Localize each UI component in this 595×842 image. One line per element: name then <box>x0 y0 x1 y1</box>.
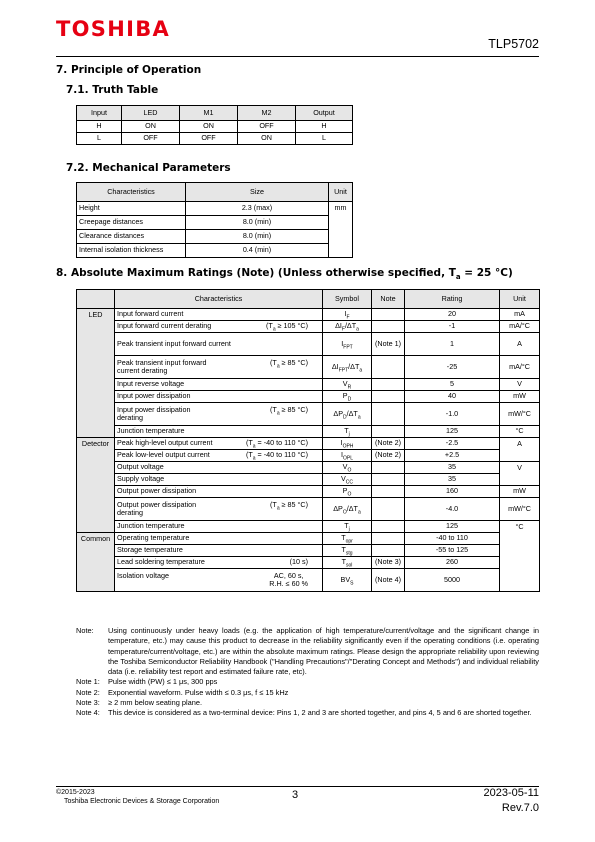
characteristic-cell <box>115 309 323 321</box>
unit-cell: °C <box>500 521 540 592</box>
characteristic-wrap <box>117 463 320 472</box>
table-row <box>77 133 353 145</box>
symbol-sub: F <box>341 326 345 333</box>
table-row <box>77 545 540 557</box>
characteristic-condition: ($T_a \ge 85$ °C) <box>270 499 308 511</box>
note-label: Note 3: <box>76 698 100 708</box>
rating-cell: 35 <box>405 462 500 474</box>
condition-sub: a <box>252 455 256 462</box>
unit-cell: mA/°C <box>500 356 540 379</box>
table-row <box>77 230 353 244</box>
mech-header-characteristics: Characteristics <box>77 183 186 202</box>
characteristic-wrap <box>117 572 320 589</box>
table-row <box>77 121 353 133</box>
characteristic-wrap <box>117 534 320 543</box>
symbol-cell: $I_{OPL}$ <box>323 450 372 462</box>
amr-header-characteristics: Characteristics <box>115 290 323 309</box>
section8-title-suffix: = 25 °C) <box>460 267 513 279</box>
characteristic-cell <box>115 498 323 521</box>
characteristic-condition: ($T_a = -40$ to 110 °C) <box>245 438 308 450</box>
table-row <box>77 557 540 569</box>
characteristic-wrap <box>117 558 320 567</box>
truth-header-led: LED <box>122 106 180 121</box>
table-row <box>77 216 353 230</box>
symbol-sub: a <box>356 326 359 333</box>
characteristic-name: Peak transient input forward current derating <box>117 357 207 375</box>
characteristic-name: Junction temperature <box>117 426 185 436</box>
symbol-cell: $I_{FPT}$ <box>323 333 372 356</box>
rating-cell: -25 <box>405 356 500 379</box>
characteristic-wrap <box>117 451 320 460</box>
unit-cell: mA/°C <box>500 321 540 333</box>
footer-revision: Rev.7.0 <box>501 802 539 814</box>
footer-divider <box>56 786 539 787</box>
note-cell <box>372 474 405 486</box>
table-row <box>77 309 540 321</box>
toshiba-logo: TOSHIBA <box>56 17 171 41</box>
note-cell <box>372 321 405 333</box>
characteristic-name: Peak high-level output current <box>117 438 213 448</box>
note-4 <box>76 708 539 718</box>
note-cell <box>372 426 405 438</box>
table-cell: L <box>296 133 353 145</box>
note-text: Pulse width (PW) ≤ 1 μs, 300 pps <box>108 677 218 687</box>
symbol-cell: $I_F$ <box>323 309 372 321</box>
symbol-sub: O <box>347 467 352 474</box>
characteristic-condition: ($T_a = -40$ to 110 °C) <box>245 450 308 462</box>
condition-sub: a <box>252 443 256 450</box>
rating-cell: 125 <box>405 521 500 533</box>
table-row <box>77 333 540 356</box>
table-cell: ON <box>180 121 238 133</box>
symbol-sub: OPL <box>342 455 353 462</box>
characteristic-name: Operating temperature <box>117 533 190 543</box>
note-cell: (Note 2) <box>372 438 405 450</box>
symbol-cell: $T_j$ <box>323 426 372 438</box>
symbol-sub: CC <box>345 479 354 486</box>
note-cell: (Note 2) <box>372 450 405 462</box>
symbol-sub: stg <box>345 550 353 557</box>
characteristic-wrap <box>117 359 320 376</box>
characteristic-cell <box>115 379 323 391</box>
table-cell: L <box>77 133 122 145</box>
header-divider <box>56 56 539 57</box>
characteristic-name: Storage temperature <box>117 545 183 555</box>
table-row <box>77 426 540 438</box>
characteristic-wrap <box>117 310 320 319</box>
note-cell <box>372 391 405 403</box>
condition-sub: a <box>276 504 280 511</box>
table-cell: 8.0 (min) <box>186 216 329 230</box>
characteristic-name: Input power dissipation derating <box>117 404 191 422</box>
symbol-cell: $\Delta I_{FPT}/\Delta T_a$ <box>323 356 372 379</box>
table-row <box>77 462 540 474</box>
group-label: Detector <box>77 438 115 533</box>
truth-header-m1: M1 <box>180 106 238 121</box>
table-row <box>77 403 540 426</box>
note-cell: (Note 1) <box>372 333 405 356</box>
rating-cell: -4.0 <box>405 498 500 521</box>
note-text: Exponential waveform. Pulse width ≤ 0.3 μs, f ≤ 15 kHz <box>108 687 289 697</box>
characteristic-name: Lead soldering temperature <box>117 557 205 567</box>
characteristic-cell <box>115 521 323 533</box>
truth-header-output: Output <box>296 106 353 121</box>
characteristic-cell <box>115 533 323 545</box>
note-text: This device is considered as a two-terminal device: Pins 1, 2 and 3 are shorted together, and pins 4, 5 and 6 are shorted together. <box>108 708 532 718</box>
characteristic-wrap <box>117 487 320 496</box>
symbol-cell: $T_{sol}$ <box>323 557 372 569</box>
characteristic-cell <box>115 321 323 333</box>
symbol-cell: $P_O$ <box>323 486 372 498</box>
footer-company: Toshiba Electronic Devices & Storage Corporation <box>64 798 220 805</box>
characteristic-wrap <box>117 427 320 436</box>
symbol-sub: O <box>342 509 347 516</box>
note-text: Using continuously under heavy loads (e.g. the application of high temperature/current/voltage and the significant change in temperature, etc.) may cause this product to decrease in the reliability significantly even if the operating conditions (i.e. operating temperature/current/voltage, etc.) are within the absolute maximum ratings. Please design the appropriate reliability upon reviewing the Toshiba Semiconductor Reliability Handbook ("Handling Precautions"/"Derating Concept and Methods") and individual reliability data (i.e. reliability test report and estimated failure rate, etc). <box>108 626 539 677</box>
symbol-sub: S <box>350 580 354 587</box>
unit-cell: mW <box>500 391 540 403</box>
symbol-cell: $T_{stg}$ <box>323 545 372 557</box>
table-cell: H <box>77 121 122 133</box>
symbol-cell: $BV_S$ <box>323 569 372 592</box>
truth-header-m2: M2 <box>238 106 296 121</box>
characteristic-name: Isolation voltage <box>117 570 169 580</box>
table-row <box>77 244 353 258</box>
table-cell: Internal isolation thickness <box>77 244 186 258</box>
table-cell: H <box>296 121 353 133</box>
symbol-sub: O <box>347 491 352 498</box>
characteristic-wrap <box>117 475 320 484</box>
unit-cell: mW <box>500 486 540 498</box>
group-label: LED <box>77 309 115 438</box>
table-cell: 2.3 (max) <box>186 202 329 216</box>
characteristic-cell <box>115 462 323 474</box>
note-label: Note 1: <box>76 677 100 687</box>
truth-header-input: Input <box>77 106 122 121</box>
characteristic-cell <box>115 474 323 486</box>
note-text: ≥ 2 mm below seating plane. <box>108 698 203 708</box>
rating-cell: -1 <box>405 321 500 333</box>
amr-header-note: Note <box>372 290 405 309</box>
amr-header-unit: Unit <box>500 290 540 309</box>
symbol-sub: OPH <box>342 443 354 450</box>
symbol-sub: D <box>343 414 347 421</box>
characteristic-cell <box>115 545 323 557</box>
characteristic-name: Peak low-level output current <box>117 450 210 460</box>
symbol-sub: opr <box>345 538 353 545</box>
rating-cell: 20 <box>405 309 500 321</box>
section8-title <box>56 267 513 282</box>
characteristic-name: Input reverse voltage <box>117 379 185 389</box>
table-cell: OFF <box>180 133 238 145</box>
table-cell: OFF <box>238 121 296 133</box>
characteristic-wrap <box>117 322 320 331</box>
table-cell: Height <box>77 202 186 216</box>
characteristic-wrap <box>117 439 320 448</box>
characteristic-condition: ($T_a \ge 105$ °C) <box>266 321 308 333</box>
table-row <box>77 379 540 391</box>
note-cell <box>372 462 405 474</box>
rating-cell: 160 <box>405 486 500 498</box>
rating-cell: -1.0 <box>405 403 500 426</box>
note-general <box>76 626 539 677</box>
truth-table-title: 7.1. Truth Table <box>66 84 159 96</box>
characteristic-wrap <box>117 406 320 423</box>
table-row <box>77 486 540 498</box>
symbol-cell: $\Delta P_D/\Delta T_a$ <box>323 403 372 426</box>
amr-header-rating: Rating <box>405 290 500 309</box>
characteristic-condition: (10 s) <box>289 557 308 567</box>
table-cell: Clearance distances <box>77 230 186 244</box>
characteristic-cell <box>115 450 323 462</box>
characteristic-cell <box>115 333 323 356</box>
characteristic-wrap <box>117 522 320 531</box>
characteristic-cell <box>115 486 323 498</box>
rating-cell: -40 to 110 <box>405 533 500 545</box>
characteristic-condition: ($T_a \ge 85$ °C) <box>270 357 308 369</box>
symbol-sub: R <box>347 384 352 391</box>
rating-cell: 5 <box>405 379 500 391</box>
note-cell <box>372 379 405 391</box>
note-3 <box>76 698 539 708</box>
symbol-cell: $T_{opr}$ <box>323 533 372 545</box>
note-2 <box>76 688 539 698</box>
characteristic-wrap <box>117 546 320 555</box>
note-cell: (Note 3) <box>372 557 405 569</box>
symbol-cell: $I_{OPH}$ <box>323 438 372 450</box>
rating-cell: 5000 <box>405 569 500 592</box>
condition-sub: a <box>276 362 280 369</box>
part-number: TLP5702 <box>488 37 539 51</box>
symbol-cell: $V_{CC}$ <box>323 474 372 486</box>
note-cell: (Note 4) <box>372 569 405 592</box>
rating-cell: 35 <box>405 474 500 486</box>
symbol-sub: FPT <box>338 367 349 374</box>
mech-unit-cell: mm <box>329 202 353 258</box>
characteristic-name: Output power dissipation <box>117 486 197 496</box>
footer-date: 2023-05-11 <box>483 787 539 799</box>
characteristic-name: Supply voltage <box>117 474 165 484</box>
absolute-maximum-ratings-table <box>76 289 540 592</box>
note-cell <box>372 521 405 533</box>
unit-cell: mW/°C <box>500 498 540 521</box>
group-label: Common <box>77 533 115 592</box>
characteristic-cell <box>115 426 323 438</box>
unit-cell: V <box>500 379 540 391</box>
symbol-cell: $P_D$ <box>323 391 372 403</box>
mech-header-unit: Unit <box>329 183 353 202</box>
symbol-sub: a <box>357 414 361 421</box>
characteristic-cell <box>115 403 323 426</box>
unit-cell: °C <box>500 426 540 438</box>
characteristic-wrap <box>117 380 320 389</box>
unit-cell: A <box>500 438 540 462</box>
note-label: Note 4: <box>76 708 100 718</box>
mechanical-table <box>76 182 353 258</box>
symbol-cell: $T_j$ <box>323 521 372 533</box>
characteristic-name: Output power dissipation derating <box>117 499 197 517</box>
symbol-cell: $\Delta I_F/\Delta T_a$ <box>323 321 372 333</box>
note-1 <box>76 677 539 687</box>
table-cell: 0.4 (min) <box>186 244 329 258</box>
table-cell: ON <box>238 133 296 145</box>
unit-cell: mA <box>500 309 540 321</box>
unit-cell: A <box>500 333 540 356</box>
table-row <box>77 321 540 333</box>
table-row <box>77 474 540 486</box>
table-cell: Creepage distances <box>77 216 186 230</box>
characteristic-name: Input forward current derating <box>117 321 212 331</box>
characteristic-cell <box>115 569 323 592</box>
note-cell <box>372 309 405 321</box>
rating-cell: 260 <box>405 557 500 569</box>
rating-cell: 1 <box>405 333 500 356</box>
note-label: Note: <box>76 626 94 635</box>
page-number: 3 <box>292 789 299 801</box>
table-cell: ON <box>122 121 180 133</box>
notes-block <box>76 626 539 719</box>
rating-cell: -55 to 125 <box>405 545 500 557</box>
characteristic-cell <box>115 557 323 569</box>
footer-copyright: ©2015-2023 <box>56 789 95 796</box>
symbol-sub: D <box>347 396 352 403</box>
symbol-cell: $V_O$ <box>323 462 372 474</box>
section8-title-prefix: 8. Absolute Maximum Ratings (Note) (Unless otherwise specified, T <box>56 267 456 279</box>
symbol-sub: a <box>359 367 363 374</box>
characteristic-name: Output voltage <box>117 462 164 472</box>
characteristic-cell <box>115 391 323 403</box>
characteristic-condition: AC, 60 s, R.H. ≤ 60 % <box>269 570 308 588</box>
section7-title: 7. Principle of Operation <box>56 64 202 76</box>
condition-sub: a <box>272 326 276 333</box>
table-row <box>77 356 540 379</box>
table-row <box>77 450 540 462</box>
rating-cell: +2.5 <box>405 450 500 462</box>
characteristic-name: Junction temperature <box>117 521 185 531</box>
mech-header-size: Size <box>186 183 329 202</box>
table-cell: 8.0 (min) <box>186 230 329 244</box>
symbol-sub: j <box>348 526 350 533</box>
amr-header-symbol: Symbol <box>323 290 372 309</box>
rating-cell: 40 <box>405 391 500 403</box>
note-cell <box>372 533 405 545</box>
table-row <box>77 438 540 450</box>
characteristic-wrap <box>117 340 320 349</box>
note-cell <box>372 545 405 557</box>
section8-title-sub: a <box>455 273 461 282</box>
characteristic-name: Peak transient input forward current <box>117 338 231 348</box>
unit-cell: mW/°C <box>500 403 540 426</box>
symbol-sub: F <box>346 314 350 321</box>
table-row <box>77 498 540 521</box>
symbol-cell: $\Delta P_O/\Delta T_a$ <box>323 498 372 521</box>
condition-sub: a <box>276 409 280 416</box>
unit-cell: V <box>500 462 540 486</box>
rating-cell: -2.5 <box>405 438 500 450</box>
note-cell <box>372 356 405 379</box>
characteristic-wrap <box>117 392 320 401</box>
note-cell <box>372 498 405 521</box>
symbol-cell: $V_R$ <box>323 379 372 391</box>
table-row <box>77 521 540 533</box>
symbol-sub: j <box>348 431 350 438</box>
note-label: Note 2: <box>76 687 100 697</box>
characteristic-cell <box>115 438 323 450</box>
table-cell: OFF <box>122 133 180 145</box>
mechanical-title: 7.2. Mechanical Parameters <box>66 162 231 174</box>
table-row <box>77 533 540 545</box>
characteristic-wrap <box>117 501 320 518</box>
characteristic-condition: ($T_a \ge 85$ °C) <box>270 404 308 416</box>
rating-cell: 125 <box>405 426 500 438</box>
note-cell <box>372 486 405 498</box>
symbol-sub: a <box>357 509 361 516</box>
table-row <box>77 569 540 592</box>
characteristic-name: Input power dissipation <box>117 391 191 401</box>
characteristic-name: Input forward current <box>117 309 184 319</box>
truth-table <box>76 105 353 145</box>
table-row <box>77 202 353 216</box>
table-row <box>77 391 540 403</box>
characteristic-cell <box>115 356 323 379</box>
note-cell <box>372 403 405 426</box>
symbol-sub: sol <box>345 562 353 569</box>
symbol-sub: FPT <box>343 344 353 351</box>
